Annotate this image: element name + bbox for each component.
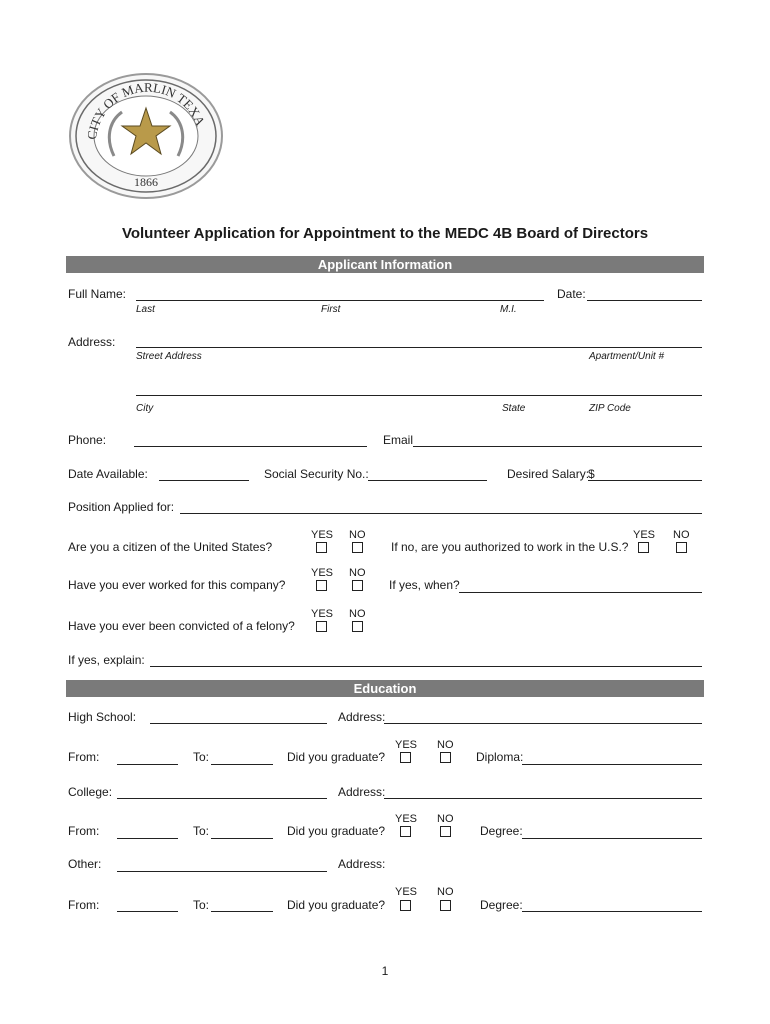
yes-label: YES — [395, 886, 418, 898]
explain-input[interactable] — [150, 666, 702, 667]
worked-no-checkbox[interactable] — [352, 580, 363, 591]
zip-caption: ZIP Code — [589, 403, 631, 414]
high-school-input[interactable] — [150, 723, 327, 724]
no-label: NO — [437, 886, 454, 898]
full-name-label: Full Name: — [68, 287, 127, 301]
hs-to-label: To: — [193, 750, 210, 764]
citizen-no-checkbox[interactable] — [352, 542, 363, 553]
seal-emblem-icon — [66, 70, 226, 200]
felony-question: Have you ever been convicted of a felony? — [68, 619, 295, 633]
other-to-input[interactable] — [211, 911, 273, 912]
other-from-input[interactable] — [117, 911, 178, 912]
hs-from-input[interactable] — [117, 764, 178, 765]
citizen-yes-checkbox[interactable] — [316, 542, 327, 553]
college-from-input[interactable] — [117, 838, 178, 839]
other-from-label: From: — [68, 898, 100, 912]
college-to-label: To: — [193, 824, 210, 838]
no-label: NO — [673, 529, 690, 541]
yes-label: YES — [395, 813, 418, 825]
email-label: Email — [383, 433, 414, 447]
college-label: College: — [68, 785, 113, 799]
position-input[interactable] — [180, 513, 702, 514]
date-input[interactable] — [587, 300, 702, 301]
salary-label: Desired Salary: — [507, 467, 590, 481]
city-caption: City — [136, 403, 154, 414]
mi-caption: M.I. — [500, 304, 517, 315]
college-to-input[interactable] — [211, 838, 273, 839]
diploma-label: Diploma: — [476, 750, 524, 764]
yes-label: YES — [311, 608, 334, 620]
worked-question: Have you ever worked for this company? — [68, 578, 286, 592]
authorized-yes-checkbox[interactable] — [638, 542, 649, 553]
college-degree-label: Degree: — [480, 824, 523, 838]
city-seal — [66, 70, 226, 200]
diploma-input[interactable] — [522, 764, 702, 765]
when-input[interactable] — [459, 592, 702, 593]
authorized-no-checkbox[interactable] — [676, 542, 687, 553]
citizen-question: Are you a citizen of the United States? — [68, 540, 273, 554]
other-graduate-no-checkbox[interactable] — [440, 900, 451, 911]
college-address-input[interactable] — [384, 798, 702, 799]
ssn-label: Social Security No.: — [264, 467, 369, 481]
authorized-question: If no, are you authorized to work in the U.S.? — [391, 540, 629, 554]
college-input[interactable] — [117, 798, 327, 799]
salary-input[interactable] — [588, 480, 702, 481]
other-degree-input[interactable] — [522, 911, 702, 912]
college-graduate-question: Did you graduate? — [287, 824, 386, 838]
explain-label: If yes, explain: — [68, 653, 145, 667]
college-graduate-yes-checkbox[interactable] — [400, 826, 411, 837]
hs-from-label: From: — [68, 750, 100, 764]
yes-label: YES — [395, 739, 418, 751]
felony-yes-checkbox[interactable] — [316, 621, 327, 632]
felony-no-checkbox[interactable] — [352, 621, 363, 632]
high-school-label: High School: — [68, 710, 137, 724]
email-input[interactable] — [413, 446, 702, 447]
ssn-input[interactable] — [368, 480, 487, 481]
seal-year: 1866 — [134, 175, 158, 189]
address-label: Address: — [68, 335, 116, 349]
no-label: NO — [349, 567, 366, 579]
other-graduate-yes-checkbox[interactable] — [400, 900, 411, 911]
date-available-label: Date Available: — [68, 467, 148, 481]
worked-yes-checkbox[interactable] — [316, 580, 327, 591]
page-number: 1 — [381, 964, 389, 978]
other-degree-label: Degree: — [480, 898, 523, 912]
phone-label: Phone: — [68, 433, 107, 447]
position-label: Position Applied for: — [68, 500, 175, 514]
section-applicant-information: Applicant Information — [66, 256, 704, 273]
date-label: Date: — [557, 287, 586, 301]
hs-graduate-no-checkbox[interactable] — [440, 752, 451, 763]
last-caption: Last — [136, 304, 155, 315]
seal-text: CITY OF MARLIN TEXA — [83, 79, 209, 141]
hs-graduate-yes-checkbox[interactable] — [400, 752, 411, 763]
other-graduate-question: Did you graduate? — [287, 898, 386, 912]
yes-label: YES — [633, 529, 656, 541]
other-input[interactable] — [117, 871, 327, 872]
no-label: NO — [349, 608, 366, 620]
full-name-input[interactable] — [136, 300, 544, 301]
college-address-label: Address: — [338, 785, 386, 799]
phone-input[interactable] — [134, 446, 367, 447]
hs-graduate-question: Did you graduate? — [287, 750, 386, 764]
date-available-input[interactable] — [159, 480, 249, 481]
apt-caption: Apartment/Unit # — [589, 351, 665, 362]
no-label: NO — [349, 529, 366, 541]
salary-prefix: $ — [588, 467, 595, 481]
no-label: NO — [437, 739, 454, 751]
city-state-zip-input[interactable] — [136, 395, 702, 396]
no-label: NO — [437, 813, 454, 825]
yes-label: YES — [311, 567, 334, 579]
when-label: If yes, when? — [389, 578, 460, 592]
street-caption: Street Address — [136, 351, 202, 362]
section-education: Education — [66, 680, 704, 697]
hs-to-input[interactable] — [211, 764, 273, 765]
hs-address-input[interactable] — [384, 723, 702, 724]
other-address-label: Address: — [338, 857, 386, 871]
state-caption: State — [502, 403, 526, 414]
yes-label: YES — [311, 529, 334, 541]
form-title: Volunteer Application for Appointment to the MEDC 4B Board of Directors — [121, 225, 649, 242]
college-from-label: From: — [68, 824, 100, 838]
hs-address-label: Address: — [338, 710, 386, 724]
street-address-input[interactable] — [136, 347, 702, 348]
college-graduate-no-checkbox[interactable] — [440, 826, 451, 837]
college-degree-input[interactable] — [522, 838, 702, 839]
other-label: Other: — [68, 857, 102, 871]
first-caption: First — [321, 304, 341, 315]
other-to-label: To: — [193, 898, 210, 912]
